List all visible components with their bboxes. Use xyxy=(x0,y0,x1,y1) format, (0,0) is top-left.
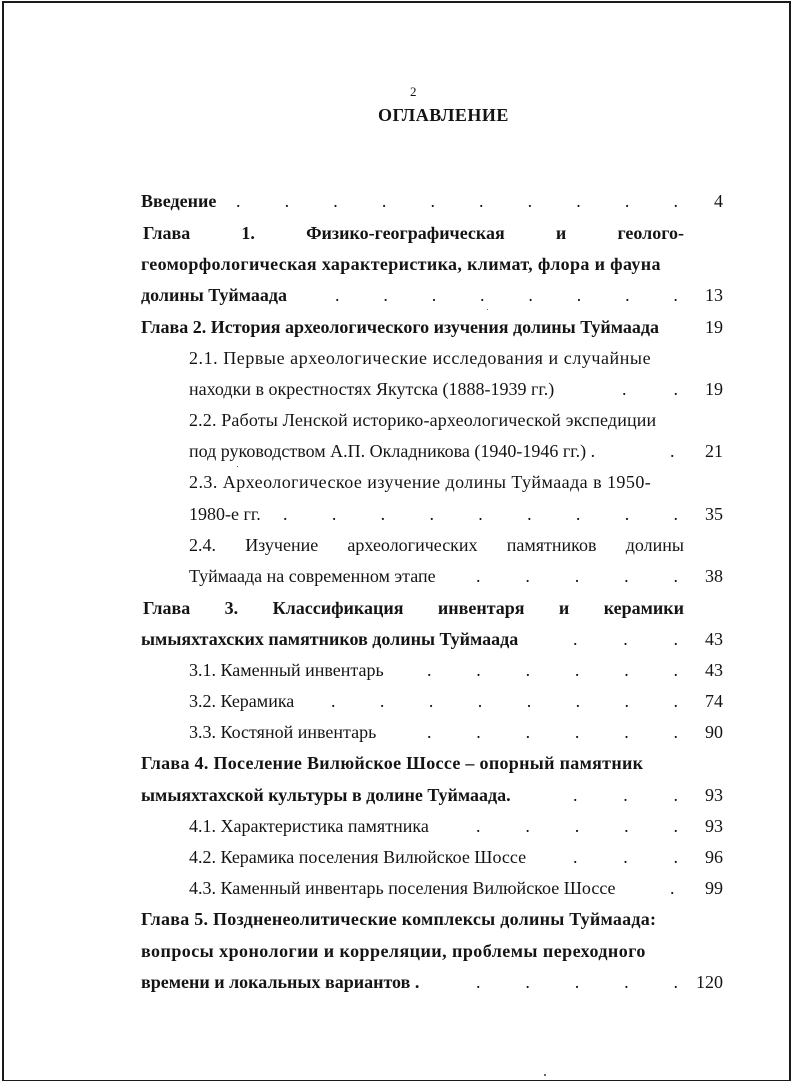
toc-entry-section-4-1: 4.1. Характеристика памятника xyxy=(189,816,429,836)
toc-entry-chapter-4-line1: Глава 4. Поселение Вилюйское Шоссе – опорный памятник xyxy=(141,753,644,773)
leader-dots: . xyxy=(670,878,675,898)
toc-entry-chapter-1-line1: Глава 1. Физико-географическая и геолого- xyxy=(143,223,684,243)
page-ref-section-2-3: 35 xyxy=(705,504,723,524)
page-ref-section-4-2: 96 xyxy=(705,847,723,867)
leader-dots: . . . . . . . . xyxy=(331,691,678,711)
leader-dots: . . . xyxy=(573,629,678,649)
toc-entry-section-2-2-line2: под руководством А.П. Окладникова (1940-1946 гг.) . xyxy=(189,441,596,461)
page-ref-section-2-2: 21 xyxy=(705,441,723,461)
leader-dots: . . . xyxy=(573,847,678,867)
toc-entry-section-2-1-line2: находки в окрестностях Якутска (1888-1939 гг.) xyxy=(189,379,555,399)
toc-entry-chapter-5-line3: времени и локальных вариантов . xyxy=(141,972,420,992)
leader-dots: . . . . . . xyxy=(427,660,678,680)
scan-speck xyxy=(544,1074,546,1076)
toc-entry-section-3-3: 3.3. Костяной инвентарь xyxy=(189,722,377,742)
page-ref-section-3-2: 74 xyxy=(705,691,723,711)
leader-dots: . . . . . . xyxy=(427,722,678,742)
page-ref-section-4-3: 99 xyxy=(705,878,723,898)
page-ref-chapter-1: 13 xyxy=(705,285,723,305)
toc-entry-section-2-2-line1: 2.2. Работы Ленской историко-археологической экспедиции xyxy=(189,410,657,430)
page-ref-section-4-1: 93 xyxy=(705,816,723,836)
toc-entry-chapter-1-line3: долины Туймаада xyxy=(141,285,287,305)
toc-entry-chapter-5-line2: вопросы хронологии и корреляции, проблемы переходного xyxy=(141,941,646,961)
toc-entry-section-2-3-line1: 2.3. Археологическое изучение долины Туймаада в 1950- xyxy=(189,472,652,492)
toc-entry-section-2-1-line1: 2.1. Первые археологические исследования и случайные xyxy=(189,348,652,368)
toc-entry-chapter-5-line1: Глава 5. Поздненеолитические комплексы долины Туймаада: xyxy=(141,909,657,929)
toc-entry-chapter-3-line1: Глава 3. Классификация инвентаря и керамики xyxy=(143,598,684,618)
toc-entry-section-2-4-line1: 2.4. Изучение археологических памятников долины xyxy=(189,535,684,555)
page-ref-chapter-3: 43 xyxy=(705,629,723,649)
toc-entry-chapter-2: Глава 2. История археологического изучения долины Туймаада xyxy=(141,317,659,337)
page-ref-chapter-2: 19 xyxy=(705,317,723,337)
toc-entry-section-4-3: 4.3. Каменный инвентарь поселения Вилюйское Шоссе xyxy=(189,878,616,898)
scan-speck xyxy=(487,309,488,310)
page-ref-section-2-4: 38 xyxy=(705,566,723,586)
page-ref-chapter-4: 93 xyxy=(705,785,723,805)
page-ref-section-3-3: 90 xyxy=(705,722,723,742)
page-ref-section-2-1: 19 xyxy=(705,379,723,399)
toc-entry-chapter-3-line2: ымыяхтахских памятников долины Туймаада xyxy=(141,629,519,649)
toc-entry-chapter-4-line2: ымыяхтахской культуры в долине Туймаада. xyxy=(141,785,511,805)
leader-dots: . . . . . . . . . . xyxy=(236,191,678,211)
leader-dots: . . . . . xyxy=(476,972,678,992)
leader-dots: . . . . . xyxy=(476,816,678,836)
scan-speck xyxy=(237,466,238,467)
leader-dots: . . . . . xyxy=(476,566,678,586)
toc-entry-section-3-1: 3.1. Каменный инвентарь xyxy=(189,660,384,680)
page-ref-chapter-5: 120 xyxy=(696,972,723,992)
toc-entry-introduction: Введение xyxy=(141,191,217,211)
toc-entry-section-2-3-line2: 1980-е гг. xyxy=(189,504,261,524)
toc-entry-section-4-2: 4.2. Керамика поселения Вилюйское Шоссе xyxy=(189,847,527,867)
toc-entry-section-2-4-line2: Туймаада на современном этапе xyxy=(189,566,436,586)
leader-dots: . . . . . . . . xyxy=(335,285,678,305)
leader-dots: . xyxy=(670,441,675,461)
page-ref-section-3-1: 43 xyxy=(705,660,723,680)
leader-dots: . . xyxy=(622,379,678,399)
toc-heading: ОГЛАВЛЕНИЕ xyxy=(378,105,509,125)
toc-entry-section-3-2: 3.2. Керамика xyxy=(189,691,295,711)
leader-dots: . . . xyxy=(573,785,678,805)
leader-dots: . . . . . . . . . xyxy=(283,504,678,524)
page-ref-introduction: 4 xyxy=(714,191,723,211)
toc-entry-chapter-1-line2: геоморфологическая характеристика, климат, флора и фауна xyxy=(141,254,661,274)
